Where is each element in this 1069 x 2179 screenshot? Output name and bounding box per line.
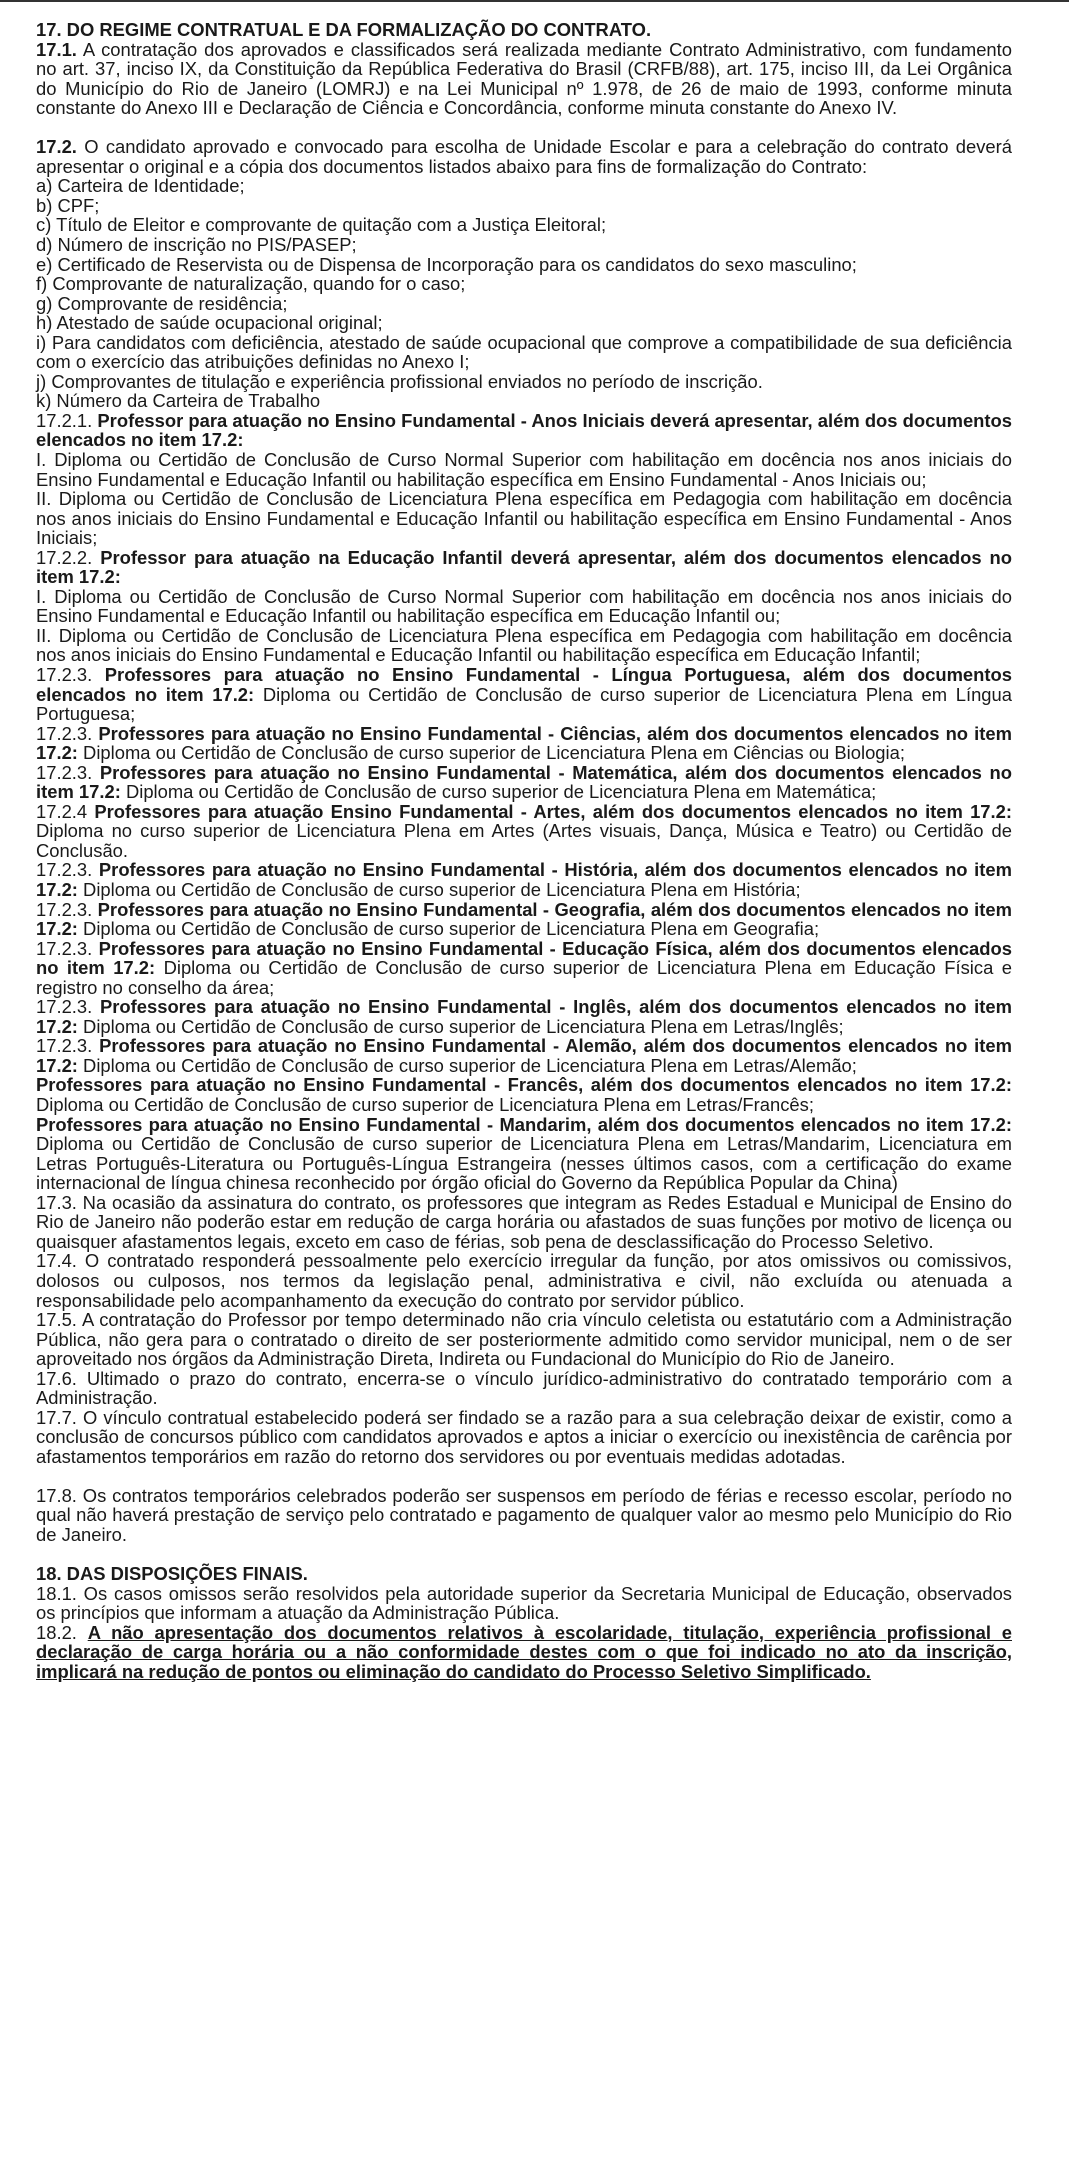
spacer: [36, 1466, 1012, 1486]
item-heading: Professores para atuação Ensino Fundamental - Artes, além dos documentos elencados no item 17.2:: [94, 800, 1012, 822]
item-heading: Professor para atuação no Ensino Fundamental - Anos Iniciais deverá apresentar, além dos documentos elencados no item 17.2:: [36, 409, 1013, 451]
paragraph-17-2: [36, 137, 1012, 176]
item-text: Diploma ou Certidão de Conclusão de curso superior de Licenciatura Plena em Língua Portuguesa;: [36, 683, 1012, 725]
document-list-item: e) Certificado de Reservista ou de Dispensa de Incorporação para os candidatos do sexo masculino;: [36, 253, 857, 275]
subject-requirement: [36, 900, 1012, 939]
item-heading: Professores para atuação no Ensino Fundamental - Mandarim, além dos documentos elencados no item 17.2:: [36, 1113, 1012, 1135]
item-17-2-2-option-i: I. Diploma ou Certidão de Conclusão de Curso Normal Superior com habilitação em docência nos anos iniciais do Ensino Fundamental e Educação Infantil ou habilitação específica em Educação Infantil ou;: [36, 585, 1012, 627]
item-number: 17.2.3.: [36, 1035, 100, 1057]
item-heading: Professor para atuação na Educação Infantil deverá apresentar, além dos documentos elencados no item 17.2:: [36, 546, 1013, 588]
item-heading: Professores para atuação no Ensino Fundamental - Inglês, além dos documentos elencados no item 17.2:: [36, 996, 1012, 1037]
item-text: Diploma ou Certidão de Conclusão de curso superior de Licenciatura Plena em Educação Física e registro no conselho da área;: [36, 957, 1012, 998]
item-heading: Professores para atuação no Ensino Fundamental - Matemática, além dos documentos elencados no item 17.2:: [36, 761, 1012, 803]
subject-requirement: [36, 763, 1012, 802]
item-heading: Professores para atuação no Ensino Fundamental - Geografia, além dos documentos elencados no item 17.2:: [36, 898, 1012, 940]
paragraph-17-8: 17.8. Os contratos temporários celebrados poderão ser suspensos em período de férias e recesso escolar, período no qual não haverá prestação de serviço pelo contratado e pagamento de qualquer valor ao mesmo pelo Município do Rio de Janeiro.: [36, 1484, 1012, 1546]
document-body: [36, 20, 1012, 1681]
paragraph-number: 17.2.: [36, 136, 77, 158]
item-heading: Professores para atuação no Ensino Fundamental - Francês, além dos documentos elencados no item 17.2:: [36, 1074, 1012, 1096]
document-list: [36, 176, 1012, 411]
item-17-2-1: [36, 411, 1012, 450]
item-number: 17.2.4: [36, 800, 95, 822]
subject-requirement: [36, 1075, 1012, 1114]
paragraph-text: O candidato aprovado e convocado para escolha de Unidade Escolar e para a celebração do contrato deverá apresentar o original e a cópia dos documentos listados abaixo para fins de formalização do Contrato:: [36, 136, 1012, 177]
item-heading: Professores para atuação no Ensino Fundamental - Língua Portuguesa, além dos documentos elencados no item 17.2:: [36, 664, 1012, 705]
paragraph-17-5: 17.5. A contratação do Professor por tempo determinado não cria vínculo celetista ou estatutário com a Administração Pública, não gera para o contratado o direito de ser posteriormente admitido como servidor municipal, nem o de ser aproveitado nos órgãos da Administração Direta, Indireta ou Fundacional do Município do Rio de Janeiro.: [36, 1309, 1012, 1370]
document-list-item: c) Título de Eleitor e comprovante de quitação com a Justiça Eleitoral;: [36, 214, 607, 236]
item-number: 17.2.3.: [36, 898, 98, 920]
document-list-item: i) Para candidatos com deficiência, atestado de saúde ocupacional que comprove a compatibilidade de sua deficiência com o exercício das atribuições definidas no Anexo I;: [36, 331, 1012, 373]
document-list-item: d) Número de inscrição no PIS/PASEP;: [36, 233, 357, 255]
paragraph-text: A contratação dos aprovados e classificados será realizada mediante Contrato Administrativo, com fundamento no art. 37, inciso IX, da Constituição da República Federativa do Brasil (CRFB/88), art. 175, inciso III, da Lei Orgânica do Município do Rio de Janeiro (LOMRJ) e na Lei Municipal nº 1.978, de 26 de maio de 1993, conforme minuta constante do Anexo III e Declaração de Ciência e Concordância, conforme minuta constante do Anexo IV.: [36, 38, 1012, 119]
paragraph-17-6: 17.6. Ultimado o prazo do contrato, encerra-se o vínculo jurídico-administrativo do contratado temporário com a Administração.: [36, 1367, 1012, 1409]
item-heading: Professores para atuação no Ensino Fundamental - Educação Física, além dos documentos elencados no item 17.2:: [36, 937, 1012, 979]
item-text: Diploma ou Certidão de Conclusão de curso superior de Licenciatura Plena em Letras/Inglês;: [77, 1015, 844, 1037]
document-list-item: j) Comprovantes de titulação e experiência profissional enviados no período de inscrição.: [36, 370, 763, 392]
item-heading: Professores para atuação no Ensino Fundamental - Alemão, além dos documentos elencados no item 17.2:: [36, 1035, 1012, 1076]
item-text: Diploma ou Certidão de Conclusão de curso superior de Licenciatura Plena em Letras/Mandarim, Licenciatura em Letras Português-Literatura ou Português-Língua Estrangeira (nesses últimos casos, com a certificação do exame internacional de língua chinesa reconhecido por órgão oficial do Governo da República Popular da China): [36, 1133, 1012, 1194]
document-list-item: a) Carteira de Identidade;: [36, 175, 245, 197]
paragraph-18-2: [36, 1623, 1012, 1682]
paragraph-number: 17.1.: [36, 38, 77, 60]
document-list-item: k) Número da Carteira de Trabalho: [36, 390, 321, 412]
item-number: 17.2.3.: [36, 996, 100, 1018]
item-text: Diploma ou Certidão de Conclusão de curso superior de Licenciatura Plena em Letras/Francês;: [36, 1094, 814, 1116]
subject-requirement: [36, 939, 1012, 998]
paragraph-17-1: [36, 40, 1012, 118]
top-rule: [0, 0, 1069, 2]
paragraph-number: 18.2.: [36, 1621, 88, 1643]
item-text: Diploma no curso superior de Licenciatura Plena em Artes (Artes visuais, Dança, Música e Teatro) ou Certidão de Conclusão.: [36, 820, 1012, 861]
subject-requirement: [36, 860, 1012, 899]
subject-requirements: [36, 665, 1012, 1193]
item-text: Diploma ou Certidão de Conclusão de curso superior de Licenciatura Plena em Letras/Alemão;: [77, 1054, 857, 1076]
item-number: 17.2.3.: [36, 664, 105, 685]
item-number: 17.2.3.: [36, 761, 100, 783]
document-list-item: f) Comprovante de naturalização, quando for o caso;: [36, 273, 466, 295]
paragraph-18-1: 18.1. Os casos omissos serão resolvidos pela autoridade superior da Secretaria Municipal de Educação, observados os princípios que informam a atuação da Administração Pública.: [36, 1582, 1012, 1624]
spacer: [36, 1545, 1012, 1565]
item-17-2-1-option-i: I. Diploma ou Certidão de Conclusão de Curso Normal Superior com habilitação em docência nos anos iniciais do Ensino Fundamental e Educação Infantil ou habilitação específica em Ensino Fundamental - Anos Iniciais ou;: [36, 448, 1012, 490]
item-text: Diploma ou Certidão de Conclusão de curso superior de Licenciatura Plena em Geografia;: [77, 918, 820, 940]
subject-requirement: [36, 1115, 1012, 1193]
subject-requirement: [36, 802, 1012, 861]
item-number: 17.2.3.: [36, 859, 99, 881]
document-list-item: g) Comprovante de residência;: [36, 292, 288, 314]
paragraph-text: A não apresentação dos documentos relativos à escolaridade, titulação, experiência profissional e declaração de carga horária ou a não conformidade destes com o que foi indicado no ato da inscrição, implicará na redução de pontos ou eliminação do candidato do Processo Seletivo Simplificado.: [36, 1621, 1012, 1682]
item-17-2-2-option-ii: II. Diploma ou Certidão de Conclusão de Licenciatura Plena específica em Pedagogia com habilitação em docência nos anos iniciais do Ensino Fundamental e Educação Infantil ou habilitação específica em Educação Infantil;: [36, 624, 1012, 666]
subject-requirement: [36, 1036, 1012, 1075]
item-heading: Professores para atuação no Ensino Fundamental - História, além dos documentos elencados no item 17.2:: [36, 859, 1012, 901]
item-text: Diploma ou Certidão de Conclusão de curso superior de Licenciatura Plena em Matemática;: [120, 781, 877, 803]
item-text: Diploma ou Certidão de Conclusão de curso superior de Licenciatura Plena em História;: [77, 879, 801, 901]
paragraph-17-7: 17.7. O vínculo contratual estabelecido poderá ser findado se a razão para a sua celebração deixar de existir, como a conclusão de concursos público com candidatos aprovados e aptos a iniciar o exercício ou inexistência de carência por afastamentos temporários em razão do retorno dos servidores ou por eventuais medidas adotadas.: [36, 1406, 1012, 1467]
item-17-2-1-option-ii: II. Diploma ou Certidão de Conclusão de Licenciatura Plena específica em Pedagogia com habilitação em docência nos anos iniciais do Ensino Fundamental e Educação Infantil ou habilitação específica em Ensino Fundamental - Anos Iniciais;: [36, 488, 1012, 549]
document-list-item: h) Atestado de saúde ocupacional original;: [36, 312, 383, 334]
section-18-title: 18. DAS DISPOSIÇÕES FINAIS.: [36, 1563, 308, 1585]
item-heading: Professores para atuação no Ensino Fundamental - Ciências, além dos documentos elencados no item 17.2:: [36, 722, 1012, 764]
item-17-2-2: [36, 548, 1012, 587]
document-list-item: b) CPF;: [36, 194, 100, 216]
subject-requirement: [36, 997, 1012, 1036]
item-number: 17.2.1.: [36, 409, 98, 431]
spacer: [36, 118, 1012, 138]
item-number: 17.2.3.: [36, 937, 99, 959]
item-number: 17.2.2.: [36, 546, 101, 568]
section-17-title: 17. DO REGIME CONTRATUAL E DA FORMALIZAÇÃO DO CONTRATO.: [36, 19, 652, 40]
paragraph-17-3: 17.3. Na ocasião da assinatura do contrato, os professores que integram as Redes Estadual e Municipal de Ensino do Rio de Janeiro não poderão estar em redução de carga horária ou afastados de suas funções por motivo de licença ou quaisquer afastamentos legais, exceto em caso de férias, sob pena de desclassificação do Processo Seletivo.: [36, 1191, 1012, 1252]
item-number: 17.2.3.: [36, 722, 99, 744]
subject-requirement: [36, 724, 1012, 763]
item-text: Diploma ou Certidão de Conclusão de curso superior de Licenciatura Plena em Ciências ou Biologia;: [77, 742, 905, 764]
subject-requirement: [36, 665, 1012, 724]
paragraph-17-4: 17.4. O contratado responderá pessoalmente pelo exercício irregular da função, por atos omissivos ou comissivos, dolosos ou culposos, nos termos da legislação penal, administrativa e civil, não excluída ou atenuada a responsabilidade pelo acompanhamento da execução do contrato por servidor público.: [36, 1250, 1012, 1311]
